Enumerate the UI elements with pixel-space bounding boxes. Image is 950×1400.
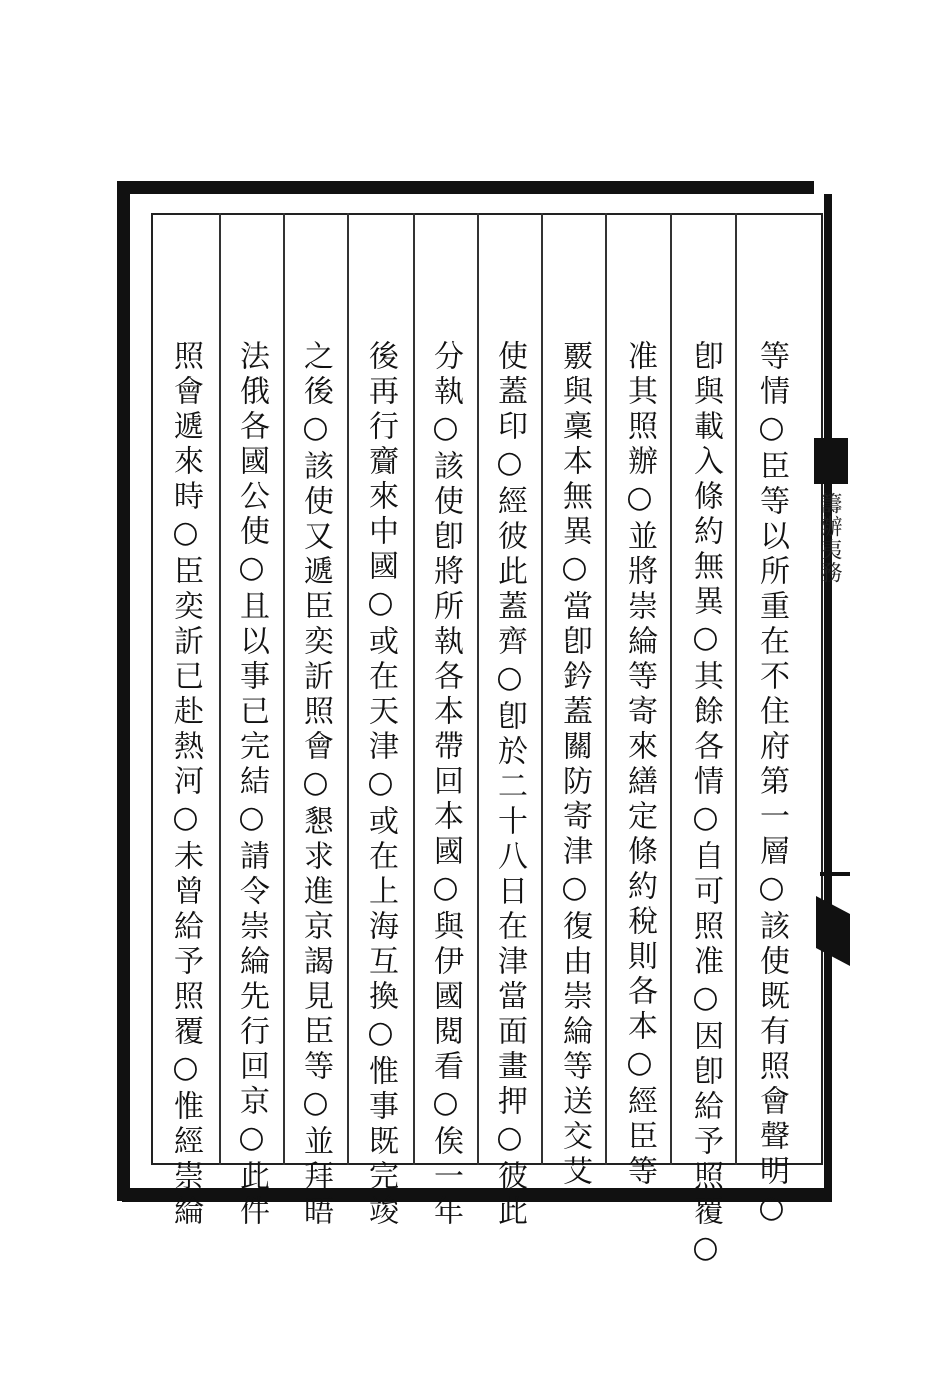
text-column-2: 卽與載入條約無異○其餘各情○自可照准○因卽給予照覆○ — [688, 340, 723, 1270]
text-column-10: 照會遞來時○臣奕訢已赴熱河○未曾給予照覆○惟經崇綸 — [168, 340, 203, 1230]
fore-edge-rule — [820, 872, 850, 876]
fore-edge-title: 籌辦夷務 — [817, 492, 842, 584]
column-rule — [219, 213, 221, 1165]
column-rule — [283, 213, 285, 1165]
text-column-1: 等情○臣等以所重在不住府第一層○該使既有照會聲明○ — [754, 340, 789, 1230]
text-column-9: 法俄各國公使○且以事已完結○請令崇綸先行回京○此件 — [234, 340, 269, 1230]
text-column-8: 之後○該使又遞臣奕訢照會○懇求進京謁見臣等○並拜晤 — [298, 340, 333, 1230]
text-column-5: 使蓋印○經彼此蓋齊○卽於二十八日在津當面畫押○彼此 — [492, 340, 527, 1230]
frame-top-border — [117, 181, 814, 194]
text-column-3: 准其照辦○並將崇綸等寄來繕定條約稅則各本○經臣等 — [622, 340, 657, 1190]
column-rule — [670, 213, 672, 1165]
column-rule — [413, 213, 415, 1165]
column-rule — [347, 213, 349, 1165]
fore-edge-fishtail-mark — [814, 438, 848, 484]
column-rule — [541, 213, 543, 1165]
frame-bottom-border — [122, 1188, 832, 1202]
column-rule — [605, 213, 607, 1165]
text-column-7: 後再行齎來中國○或在天津○或在上海互換○惟事既完竣 — [363, 340, 398, 1230]
frame-left-border — [117, 181, 130, 1201]
column-rule — [735, 213, 737, 1165]
text-column-4: 覈與稾本無異○當卽鈐蓋關防寄津○復由崇綸等送交艾 — [557, 340, 592, 1190]
text-column-6: 分執○該使卽將所執各本帶回本國○與伊國閱看○俟一年 — [428, 340, 463, 1230]
column-rule — [477, 213, 479, 1165]
frame-right-border — [824, 194, 832, 1194]
